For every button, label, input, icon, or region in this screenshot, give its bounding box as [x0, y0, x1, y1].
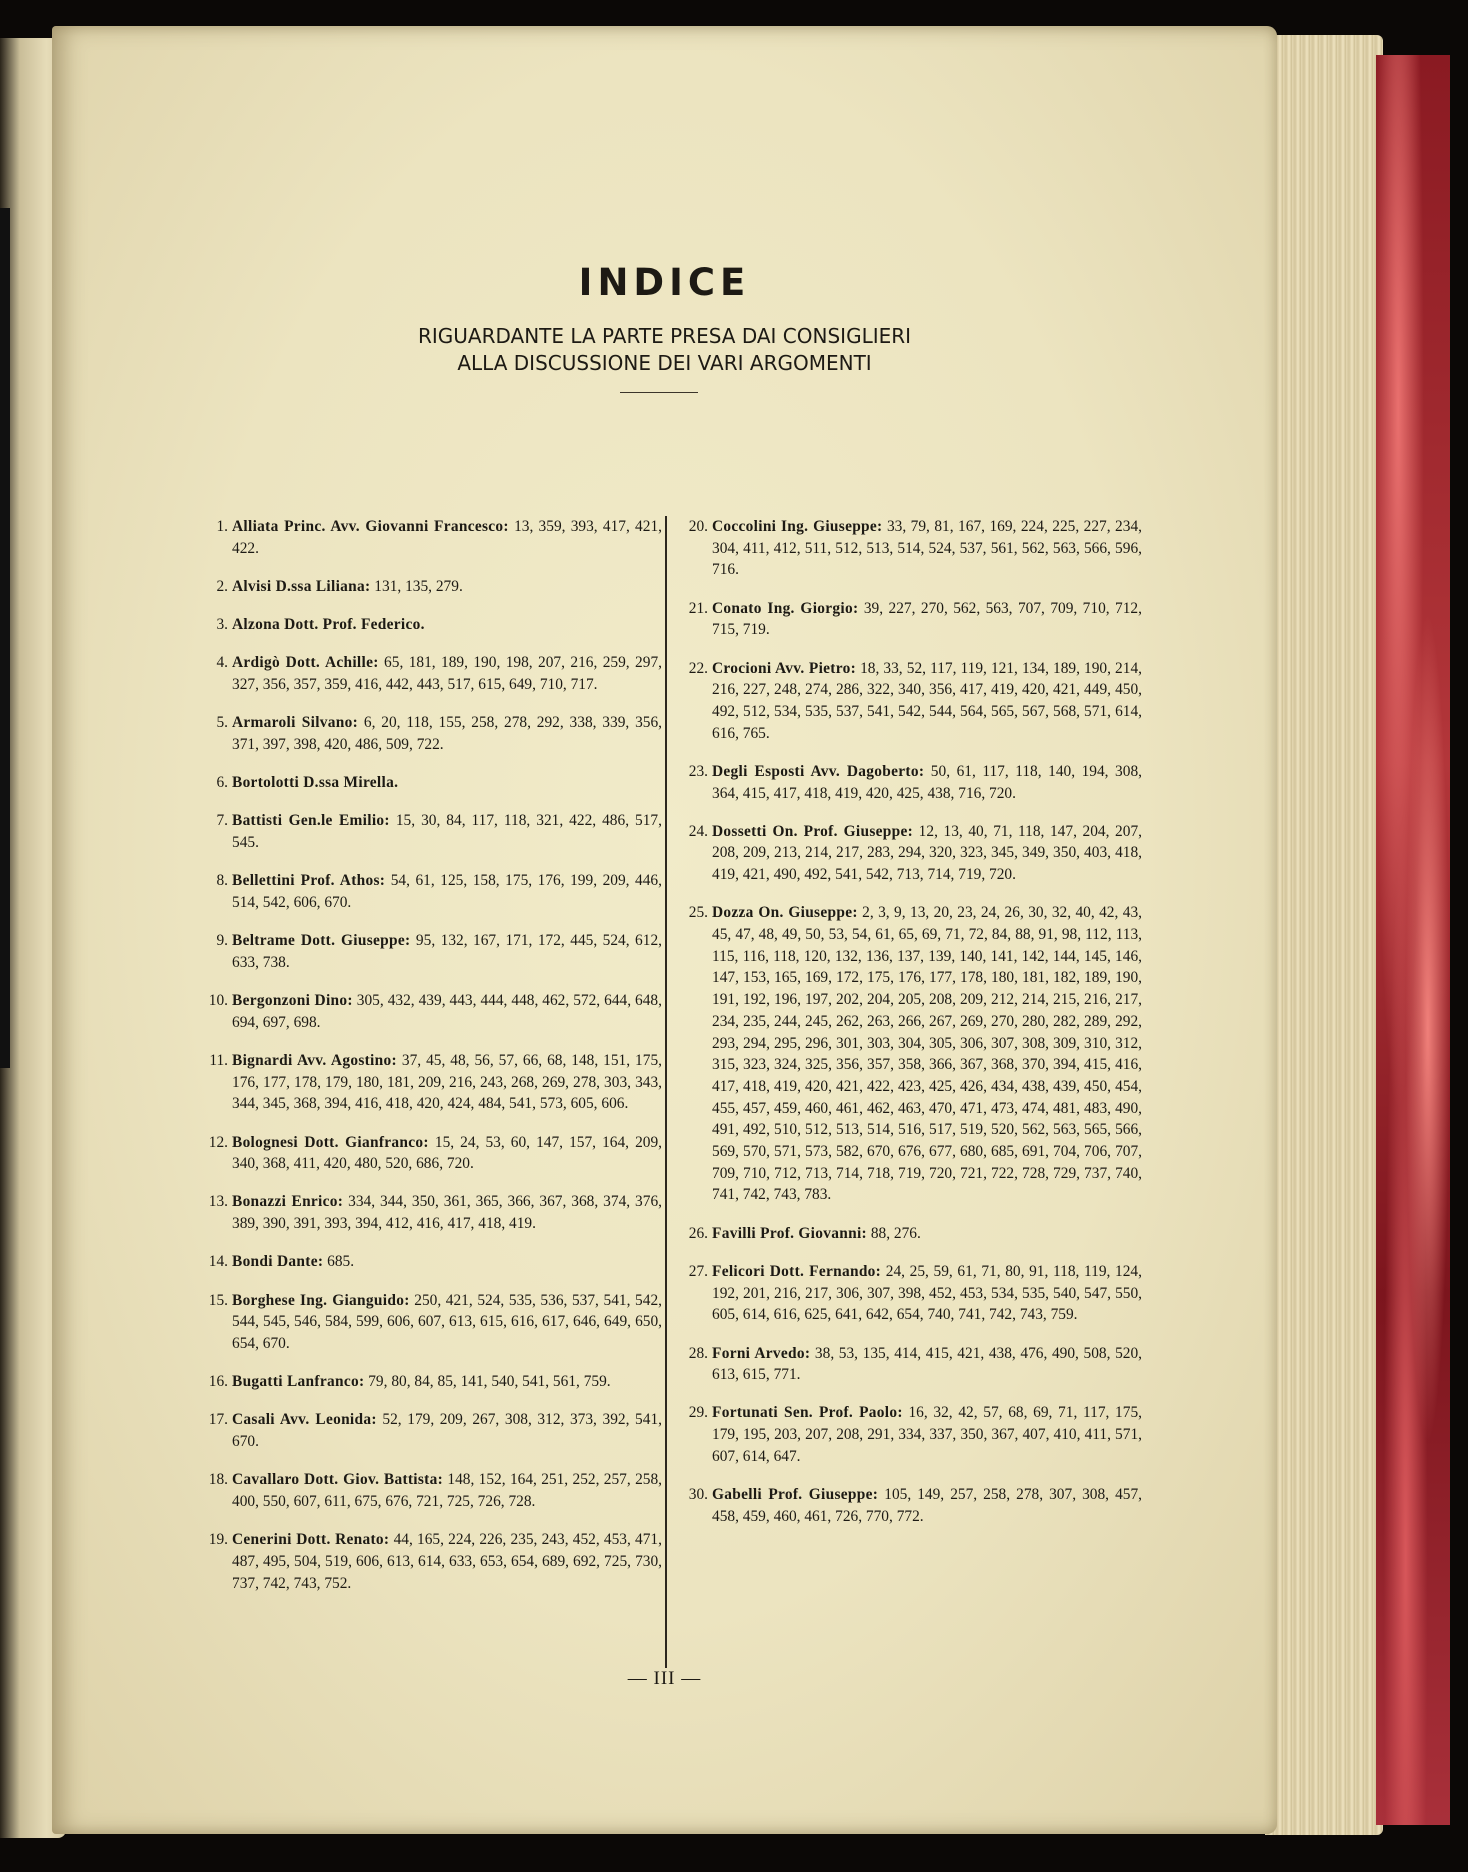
entry-name: Bolognesi Dott. Gianfranco:: [232, 1133, 429, 1151]
entry-number: 28.: [688, 1344, 708, 1362]
entry-pages: 44, 165, 224, 226, 235, 243, 452, 453, 471, 487, 495, 504, 519, 606, 613, 614, 633, 653, 654, 689, 692, 725, 730, 737, 742, 743, 752.: [232, 1531, 662, 1592]
index-entry: [200, 772, 662, 794]
entry-number: 15.: [208, 1291, 228, 1309]
entry-name: Bergonzoni Dino:: [232, 992, 353, 1010]
entry-name: Fortunati Sen. Prof. Paolo:: [712, 1404, 903, 1422]
entry-number: 30.: [688, 1486, 708, 1504]
entry-pages: 6, 20, 118, 155, 258, 278, 292, 338, 339, 356, 371, 397, 398, 420, 486, 509, 722.: [232, 714, 662, 753]
index-entry: [200, 1132, 662, 1175]
entry-number: 6.: [216, 774, 228, 792]
entry-number: 12.: [208, 1133, 228, 1151]
entry-name: Cenerini Dott. Renato:: [232, 1531, 390, 1549]
entry-number: 1.: [216, 518, 228, 535]
index-entry: [680, 1484, 1142, 1527]
entry-number: 18.: [208, 1471, 228, 1489]
entry-pages: 250, 421, 524, 535, 536, 537, 541, 542, 544, 545, 546, 584, 599, 606, 607, 613, 615, 616, 617, 646, 649, 650, 654, 670.: [232, 1291, 662, 1352]
index-entry: [680, 598, 1142, 641]
subtitle-line-2: ALLA DISCUSSIONE DEI VARI ARGOMENTI: [457, 351, 872, 375]
entry-name: Degli Esposti Avv. Dagoberto:: [712, 762, 925, 780]
index-entry: [680, 1343, 1142, 1386]
entry-number: 22.: [688, 659, 708, 677]
entry-pages: 15, 30, 84, 117, 118, 321, 422, 486, 517, 545.: [232, 812, 662, 852]
entry-pages: 2, 3, 9, 13, 20, 23, 24, 26, 30, 32, 40, 42, 43, 45, 47, 48, 49, 50, 53, 54, 61, 65, 69, 71, 72, 84, 88, 91, 98, 112, 113, 115, 116, 118, 120, 132, 136, 137, 139, 140, 141, 142, 144, 145, 146, 147, 153, 165, 169, 172, 175, 176, 177, 178, 180, 181, 182, 189, 190, 191, 192, 196, 197, 202, 204, 205, 208, 209, 212, 214, 215, 216, 217, 234, 235, 244, 245, 262, 263, 266, 267, 269, 270, 280, 282, 289, 292, 293, 294, 295, 296, 301, 303, 304, 305, 306, 307, 308, 309, 310, 312, 315, 323, 324, 325, 356, 357, 358, 366, 367, 368, 370, 394, 415, 416, 417, 418, 419, 420, 421, 422, 423, 425, 426, 434, 438, 439, 450, 454, 455, 457, 459, 460, 461, 462, 463, 470, 471, 473, 474, 481, 483, 490, 491, 492, 510, 512, 513, 514, 516, 517, 519, 520, 562, 563, 565, 566, 569, 570, 571, 573, 582, 670, 676, 677, 680, 685, 691, 704, 706, 707, 709, 710, 712, 713, 714, 718, 719, 720, 721, 722, 728, 729, 737, 740, 741, 742, 743, 783.: [712, 904, 1142, 1204]
entry-name: Ardigò Dott. Achille:: [232, 654, 379, 672]
entry-name: Crocioni Avv. Pietro:: [712, 659, 856, 677]
entry-name: Borghese Ing. Gianguido:: [232, 1291, 410, 1309]
index-entry: [680, 821, 1142, 886]
entry-pages: 95, 132, 167, 171, 172, 445, 524, 612, 633, 738.: [232, 932, 662, 971]
entry-number: 4.: [216, 654, 228, 672]
entry-name: Conato Ing. Giorgio:: [712, 599, 859, 617]
entry-pages: 33, 79, 81, 167, 169, 224, 225, 227, 234, 304, 411, 412, 511, 512, 513, 514, 524, 537, 561, 562, 563, 566, 596, 716.: [712, 518, 1142, 579]
entry-number: 8.: [216, 872, 228, 890]
entry-number: 10.: [208, 992, 228, 1010]
entry-name: Dossetti On. Prof. Giuseppe:: [712, 822, 914, 840]
index-entry: [200, 576, 662, 598]
entry-pages: 38, 53, 135, 414, 415, 421, 438, 476, 490, 508, 520, 613, 615, 771.: [712, 1344, 1142, 1384]
entry-name: Alvisi D.ssa Liliana:: [232, 577, 371, 595]
index-entry: [200, 1050, 662, 1115]
index-entry: [200, 652, 662, 695]
entry-number: 25.: [688, 904, 708, 922]
entry-name: Cavallaro Dott. Giov. Battista:: [232, 1471, 444, 1489]
index-entry: [680, 1223, 1142, 1245]
entry-pages: 105, 149, 257, 258, 278, 307, 308, 457, 458, 459, 460, 461, 726, 770, 772.: [712, 1486, 1142, 1525]
entry-pages: 148, 152, 164, 251, 252, 257, 258, 400, 550, 607, 611, 675, 676, 721, 725, 726, 728.: [232, 1471, 662, 1510]
entry-number: 3.: [216, 616, 228, 634]
index-entry: [200, 1191, 662, 1234]
entry-pages: 18, 33, 52, 117, 119, 121, 134, 189, 190, 214, 216, 227, 248, 274, 286, 322, 340, 356, 417, 419, 420, 421, 449, 450, 492, 512, 534, 535, 537, 541, 542, 544, 564, 565, 567, 568, 571, 614, 616, 765.: [712, 659, 1142, 742]
page-title: INDICE: [578, 261, 751, 304]
entry-pages: 39, 227, 270, 562, 563, 707, 709, 710, 712, 715, 719.: [712, 599, 1142, 639]
facing-page-ink: [0, 208, 10, 1068]
index-entry: [680, 1261, 1142, 1326]
entry-pages: 305, 432, 439, 443, 444, 448, 462, 572, 644, 648, 694, 697, 698.: [232, 992, 662, 1031]
entry-name: Bondi Dante:: [232, 1253, 324, 1271]
book-page: [52, 26, 1277, 1834]
entry-name: Alliata Princ. Avv. Giovanni Francesco:: [232, 518, 509, 535]
entry-name: Bonazzi Enrico:: [232, 1193, 344, 1211]
entry-pages: 79, 80, 84, 85, 141, 540, 541, 561, 759.: [368, 1373, 611, 1391]
index-entry: [200, 870, 662, 913]
entry-number: 11.: [209, 1051, 228, 1069]
entry-number: 14.: [208, 1253, 228, 1271]
entry-pages: 65, 181, 189, 190, 198, 207, 216, 259, 297, 327, 356, 357, 359, 416, 442, 443, 517, 615, 649, 710, 717.: [232, 654, 662, 694]
entry-pages: 13, 359, 393, 417, 421, 422.: [232, 518, 662, 557]
entry-pages: 16, 32, 42, 57, 68, 69, 71, 117, 175, 179, 195, 203, 207, 208, 291, 334, 337, 350, 367, 407, 410, 411, 571, 607, 614, 647.: [712, 1404, 1142, 1465]
entry-name: Forni Arvedo:: [712, 1344, 811, 1362]
index-entry: [200, 1371, 662, 1393]
index-entry: [200, 810, 662, 853]
entry-name: Bugatti Lanfranco:: [232, 1373, 365, 1391]
column-divider: [665, 516, 667, 1668]
entry-pages: 24, 25, 59, 61, 71, 80, 91, 118, 119, 124, 192, 201, 216, 217, 306, 307, 398, 452, 453, 534, 535, 540, 547, 550, 605, 614, 616, 625, 641, 642, 654, 740, 741, 742, 743, 759.: [712, 1262, 1142, 1324]
index-entry: [680, 658, 1142, 745]
index-entry: [200, 1469, 662, 1512]
marbled-cover: [1376, 55, 1450, 1825]
index-entry: [680, 761, 1142, 804]
index-entry: [680, 516, 1142, 581]
page-block-edge: [1265, 35, 1383, 1835]
page-number: — III —: [627, 1668, 702, 1689]
entry-number: 29.: [688, 1404, 708, 1422]
index-entry: [200, 1290, 662, 1355]
entry-name: Casali Avv. Leonida:: [232, 1411, 377, 1429]
entry-number: 19.: [208, 1531, 228, 1549]
entry-number: 20.: [688, 518, 708, 535]
entry-name: Armaroli Silvano:: [232, 714, 359, 732]
index-entry: [200, 930, 662, 973]
entry-name: Bignardi Avv. Agostino:: [232, 1051, 397, 1069]
index-entry: [200, 712, 662, 755]
entry-pages: 54, 61, 125, 158, 175, 176, 199, 209, 446, 514, 542, 606, 670.: [232, 872, 662, 911]
entry-number: 23.: [688, 762, 708, 780]
entry-number: 24.: [688, 822, 708, 840]
index-entry: [200, 990, 662, 1033]
entry-name: Bortolotti D.ssa Mirella.: [232, 774, 399, 792]
entry-number: 26.: [688, 1224, 708, 1242]
entry-name: Beltrame Dott. Giuseppe:: [232, 932, 411, 950]
index-column-right: [680, 516, 1142, 1544]
entry-pages: 37, 45, 48, 56, 57, 66, 68, 148, 151, 175, 176, 177, 178, 179, 180, 181, 209, 216, 243, 268, 269, 278, 303, 343, 344, 345, 368, 394, 416, 418, 420, 424, 484, 541, 573, 605, 606.: [232, 1051, 662, 1113]
entry-number: 16.: [208, 1373, 228, 1391]
entry-pages: 685.: [327, 1253, 355, 1271]
entry-pages: 15, 24, 53, 60, 147, 157, 164, 209, 340, 368, 411, 420, 480, 520, 686, 720.: [232, 1133, 663, 1173]
title-rule: [620, 392, 698, 393]
index-entry: [200, 516, 662, 559]
entry-name: Coccolini Ing. Giuseppe:: [712, 518, 883, 535]
page-subtitle: [52, 323, 1277, 377]
entry-name: Battisti Gen.le Emilio:: [232, 812, 390, 830]
entry-number: 7.: [216, 812, 228, 830]
entry-pages: 131, 135, 279.: [374, 577, 463, 595]
entry-name: Gabelli Prof. Giuseppe:: [712, 1486, 879, 1504]
entry-number: 2.: [216, 577, 228, 595]
entry-name: Felicori Dott. Fernando:: [712, 1262, 882, 1280]
index-entry: [680, 902, 1142, 1206]
entry-pages: 50, 61, 117, 118, 140, 194, 308, 364, 415, 417, 418, 419, 420, 425, 438, 716, 720.: [712, 762, 1142, 802]
entry-pages: 334, 344, 350, 361, 365, 366, 367, 368, 374, 376, 389, 390, 391, 393, 394, 412, 416, 417, 418, 419.: [232, 1193, 662, 1233]
entry-name: Bellettini Prof. Athos:: [232, 872, 386, 890]
entry-number: 5.: [216, 714, 228, 732]
index-entry: [200, 1251, 662, 1273]
subtitle-line-1: RIGUARDANTE LA PARTE PRESA DAI CONSIGLIERI: [417, 324, 912, 348]
title-block: [52, 261, 1277, 377]
entry-number: 9.: [216, 932, 228, 950]
entry-name: Alzona Dott. Prof. Federico.: [232, 616, 425, 634]
index-column-left: [200, 516, 662, 1611]
index-entry: [680, 1402, 1142, 1467]
entry-pages: 52, 179, 209, 267, 308, 312, 373, 392, 541, 670.: [232, 1411, 662, 1451]
entry-number: 27.: [688, 1262, 708, 1280]
entry-name: Dozza On. Giuseppe:: [712, 904, 858, 922]
entry-pages: 12, 13, 40, 71, 118, 147, 204, 207, 208, 209, 213, 214, 217, 283, 294, 320, 323, 345, 349, 350, 403, 418, 419, 421, 490, 492, 541, 542, 713, 714, 719, 720.: [712, 822, 1142, 884]
entry-number: 17.: [208, 1411, 228, 1429]
index-entry: [200, 1529, 662, 1594]
entry-number: 13.: [208, 1193, 228, 1211]
entry-name: Favilli Prof. Giovanni:: [712, 1224, 867, 1242]
entry-pages: 88, 276.: [870, 1224, 921, 1242]
entry-number: 21.: [688, 599, 708, 617]
index-entry: [200, 614, 662, 636]
index-entry: [200, 1409, 662, 1452]
